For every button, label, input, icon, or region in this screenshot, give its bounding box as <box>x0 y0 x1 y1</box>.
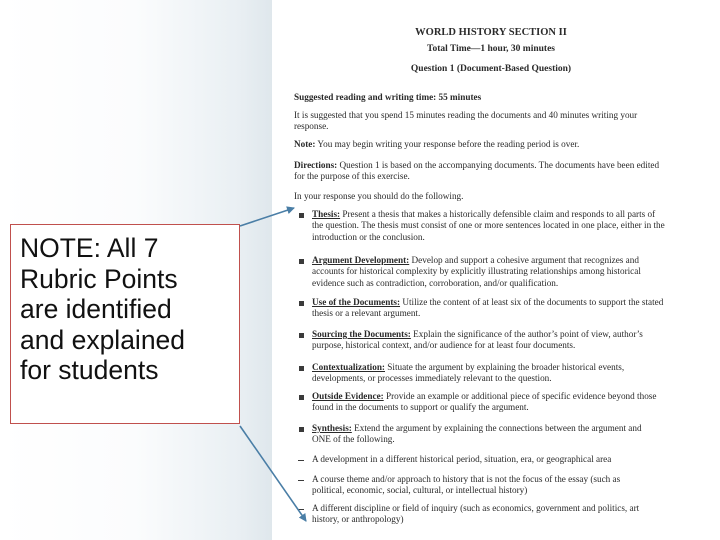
note-line: are identified <box>20 294 172 324</box>
arrow-to-synthesis <box>240 426 306 521</box>
item-label: Contextualization: <box>312 362 385 372</box>
text-line: Question 1 is based on the accompanying documents. The documents have been edited <box>337 160 660 170</box>
text-line: ONE of the following. <box>312 434 395 445</box>
text-line: accounts for historical complexity by explicitly illustrating relationships among historical <box>312 266 641 277</box>
item-label: Thesis: <box>312 209 341 219</box>
note-line: and explained <box>20 324 186 355</box>
directions-label: Directions: <box>294 160 338 170</box>
text-line: introduction or the conclusion. <box>312 231 425 242</box>
arrow-to-thesis <box>240 208 294 226</box>
intro-line: In your response you should do the following. <box>294 191 464 201</box>
text-line: thesis or a relevant argument. <box>312 308 421 319</box>
text-line: found in the documents to support or qualify the argument. <box>312 402 529 413</box>
doc-total-time: Total Time—1 hour, 30 minutes <box>426 44 555 54</box>
text-line: A development in a different historical period, situation, era, or geographical area <box>312 454 612 464</box>
text-line: Situate the argument by explaining the broader historical events, <box>384 362 625 372</box>
note-text: You may begin writing your response before the reading period is over. <box>315 139 580 149</box>
text-line: purpose, historical context, and/or audience for at least four documents. <box>312 340 576 351</box>
note-line: Rubric Points <box>20 263 178 294</box>
item-label: Use of the Documents: <box>312 297 401 307</box>
item-label: Argument Development: <box>312 255 410 265</box>
text-line: developments, or processes immediately relevant to the question. <box>312 373 552 384</box>
text-line: history, or anthropology) <box>312 514 404 525</box>
note-line: NOTE: All 7 <box>20 233 159 263</box>
text-line: A different discipline or field of inquiry (such as economics, government and politics, art <box>312 503 640 513</box>
text-line: Develop and support a cohesive argument that recognizes and <box>409 255 639 265</box>
text-line: for the purpose of this exercise. <box>294 171 410 182</box>
text-line: response. <box>294 121 329 132</box>
note-label: Note: <box>294 139 316 149</box>
text-line: Explain the significance of the author’s point of view, author’s <box>410 329 643 339</box>
note-line: for students <box>20 355 159 385</box>
text-line: Provide an example or additional piece of specific evidence beyond those <box>383 391 657 401</box>
suggested-time: Suggested reading and writing time: 55 minutes <box>294 92 482 102</box>
text-line: It is suggested that you spend 15 minutes reading the documents and 40 minutes writing your <box>294 110 638 120</box>
text-line: Present a thesis that makes a historically defensible claim and responds to all parts of <box>340 209 656 219</box>
doc-title: WORLD HISTORY SECTION II <box>415 27 567 38</box>
text-line: Utilize the content of at least six of the documents to support the stated <box>400 297 664 307</box>
text-line: A course theme and/or approach to history that is not the focus of the essay (such as <box>312 474 621 484</box>
item-label: Outside Evidence: <box>312 391 384 401</box>
text-line: political, economic, social, cultural, or intellectual history) <box>312 485 528 496</box>
doc-question-header: Question 1 (Document-Based Question) <box>410 64 572 74</box>
text-line: the question. The thesis must consist of one or more sentences located in one place, either in the <box>312 220 665 231</box>
text-line: evidence such as contradiction, corroboration, and/or qualification. <box>312 277 559 288</box>
item-label: Synthesis: <box>312 423 352 433</box>
text-line: Extend the argument by explaining the connections between the argument and <box>351 423 642 433</box>
item-label: Sourcing the Documents: <box>312 329 411 339</box>
